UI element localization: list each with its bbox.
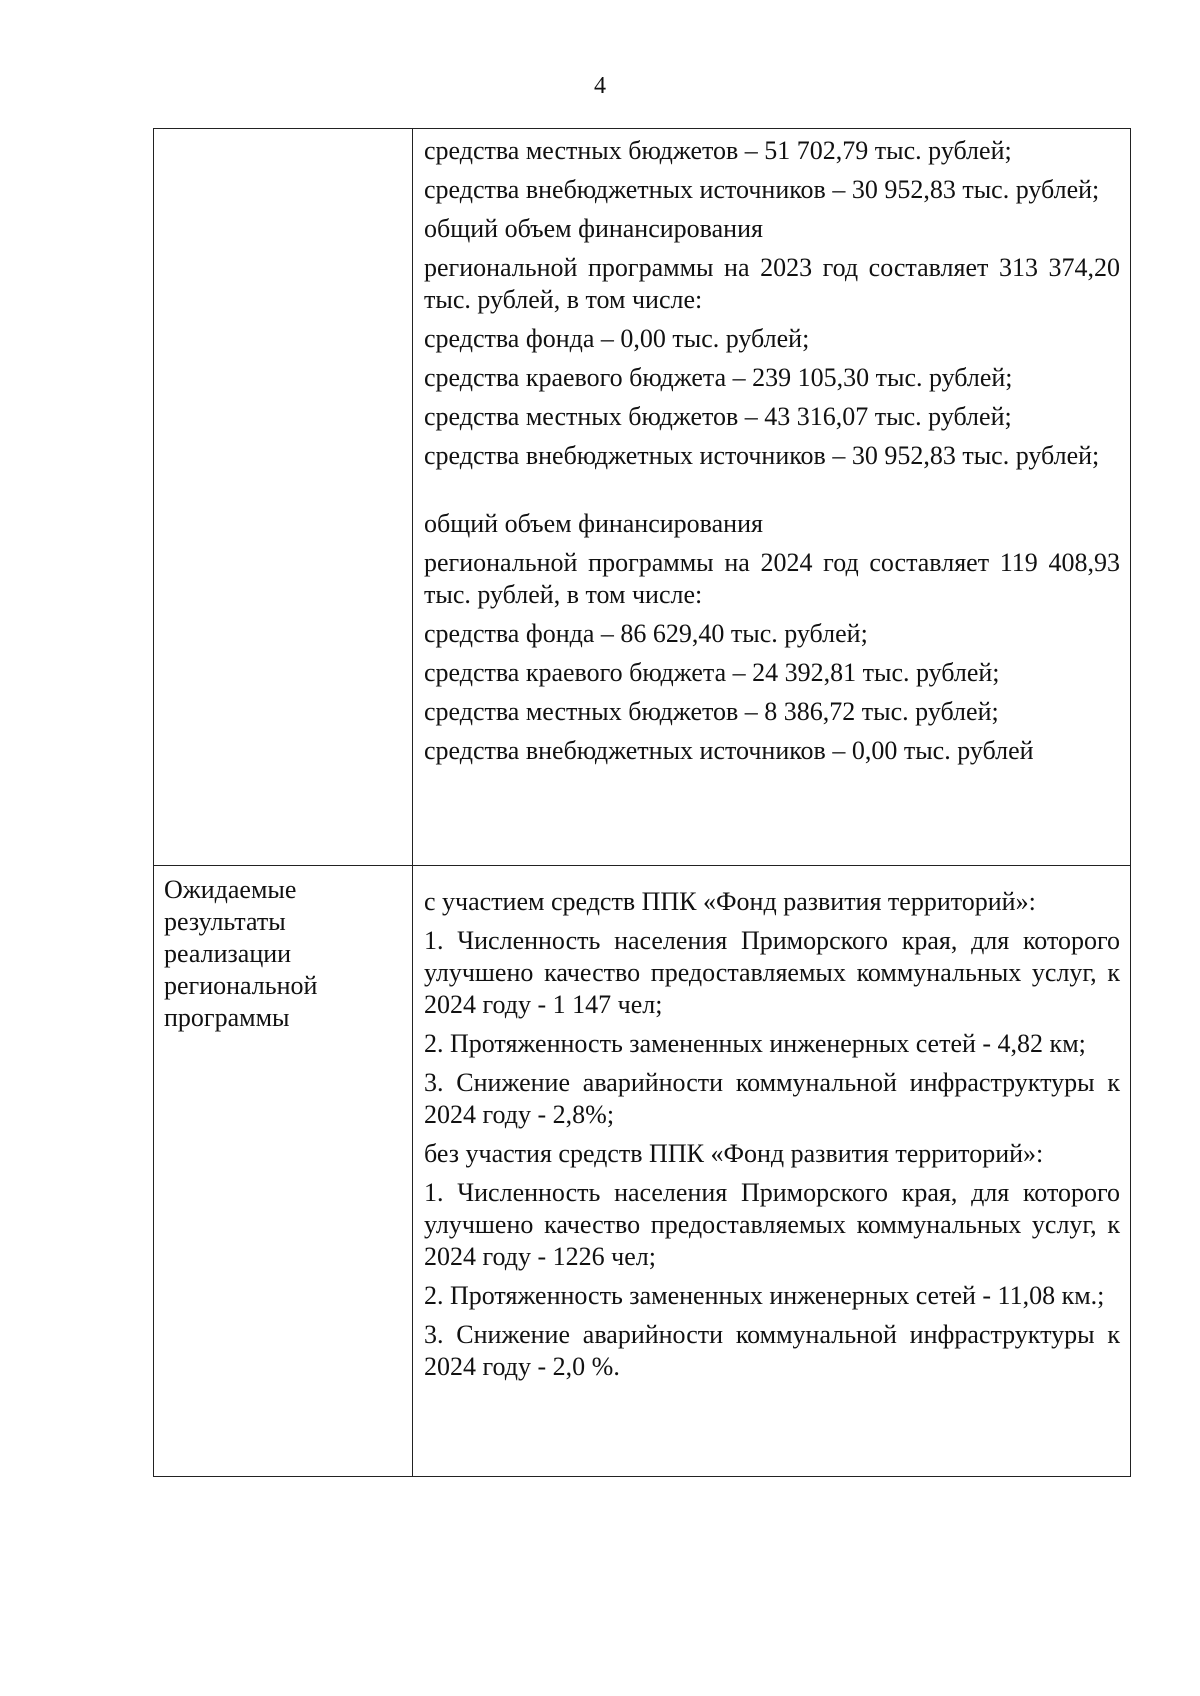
results-with-fund-item-1: 1. Численность населения Приморского края, для которого улучшено качество предоставляемых коммунальных услуг, к 2024 году - 1 147 чел; bbox=[424, 926, 1120, 1019]
row-label-cell bbox=[154, 866, 413, 1477]
funding-extrabudget-2022: средства внебюджетных источников – 30 952,83 тыс. рублей; bbox=[424, 175, 1100, 204]
results-without-fund-item-2: 2. Протяженность замененных инженерных сетей - 11,08 км.; bbox=[424, 1281, 1105, 1310]
row-label-cell bbox=[154, 129, 413, 866]
results-without-fund-heading: без участия средств ППК «Фонд развития территорий»: bbox=[424, 1139, 1044, 1168]
funding-fund-2024: средства фонда – 86 629,40 тыс. рублей; bbox=[424, 619, 868, 648]
table-row-funding bbox=[154, 129, 1131, 866]
row-label-line: региональной bbox=[164, 971, 318, 1000]
funding-total-heading-2023: общий объем финансирования bbox=[424, 214, 763, 243]
funding-local-2022: средства местных бюджетов – 51 702,79 тыс. рублей; bbox=[424, 136, 1012, 165]
table-row-results bbox=[154, 866, 1131, 1477]
funding-local-2024: средства местных бюджетов – 8 386,72 тыс. рублей; bbox=[424, 697, 999, 726]
row-content-cell bbox=[413, 866, 1131, 1477]
funding-regional-2024: средства краевого бюджета – 24 392,81 тыс. рублей; bbox=[424, 658, 1000, 687]
funding-total-heading-2024: общий объем финансирования bbox=[424, 509, 763, 538]
results-without-fund-item-1: 1. Численность населения Приморского края, для которого улучшено качество предоставляемых коммунальных услуг, к 2024 году - 1226 чел; bbox=[424, 1178, 1120, 1271]
passport-table bbox=[153, 128, 1131, 1477]
funding-local-2023: средства местных бюджетов – 43 316,07 тыс. рублей; bbox=[424, 402, 1012, 431]
results-with-fund-item-3: 3. Снижение аварийности коммунальной инфраструктуры к 2024 году - 2,8%; bbox=[424, 1068, 1120, 1129]
row-label-line: реализации bbox=[164, 939, 292, 968]
results-with-fund-heading: с участием средств ППК «Фонд развития территорий»: bbox=[424, 887, 1036, 916]
funding-regional-2023: средства краевого бюджета – 239 105,30 тыс. рублей; bbox=[424, 363, 1013, 392]
funding-extrabudget-2024: средства внебюджетных источников – 0,00 тыс. рублей bbox=[424, 736, 1034, 765]
row-label-line: результаты bbox=[164, 907, 286, 936]
funding-extrabudget-2023: средства внебюджетных источников – 30 952,83 тыс. рублей; bbox=[424, 441, 1100, 470]
row-label-line: программы bbox=[164, 1003, 290, 1032]
funding-total-2023: региональной программы на 2023 год составляет 313 374,20 тыс. рублей, в том числе: bbox=[424, 253, 1120, 314]
results-with-fund-item-2: 2. Протяженность замененных инженерных сетей - 4,82 км; bbox=[424, 1029, 1086, 1058]
page-number: 4 bbox=[594, 73, 606, 99]
funding-total-2024: региональной программы на 2024 год составляет 119 408,93 тыс. рублей, в том числе: bbox=[424, 548, 1120, 609]
row-content-cell bbox=[413, 129, 1131, 866]
row-label-line: Ожидаемые bbox=[164, 875, 297, 904]
results-without-fund-item-3: 3. Снижение аварийности коммунальной инфраструктуры к 2024 году - 2,0 %. bbox=[424, 1320, 1120, 1381]
funding-fund-2023: средства фонда – 0,00 тыс. рублей; bbox=[424, 324, 810, 353]
